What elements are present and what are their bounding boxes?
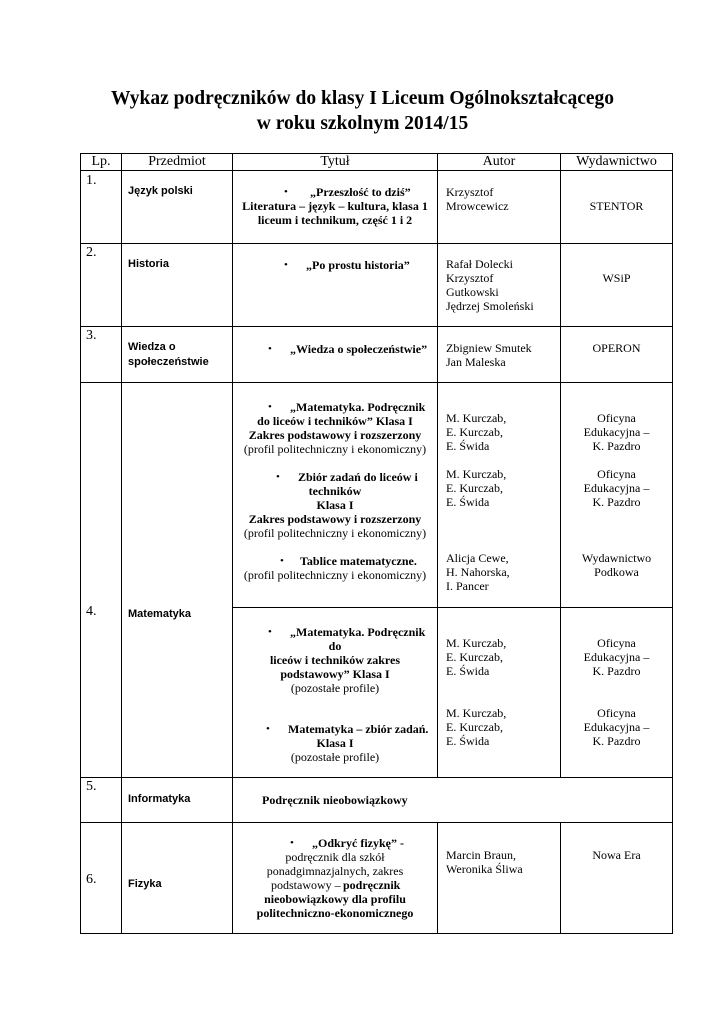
book-title-line: Tablice matematyczne. bbox=[300, 554, 417, 568]
book-title-line: podstawowy – bbox=[271, 878, 341, 892]
subject-name: Język polski bbox=[128, 185, 193, 197]
book-title-line: podręcznik bbox=[343, 878, 401, 892]
publisher-line: Wydawnictwo bbox=[581, 551, 652, 565]
author-line: M. Kurczab, bbox=[446, 411, 507, 425]
author-line: E. Kurczab, bbox=[446, 425, 503, 439]
author-line: Alicja Cewe, bbox=[446, 551, 509, 565]
publisher-line: Oficyna bbox=[597, 411, 636, 425]
publisher-line: K. Pazdro bbox=[592, 734, 641, 748]
row-divider bbox=[80, 382, 673, 383]
header-divider bbox=[80, 170, 673, 171]
publisher-line: OPERON bbox=[592, 341, 641, 355]
table-border-bottom bbox=[80, 933, 673, 934]
book-title-line: liceów i techników zakres bbox=[269, 653, 401, 667]
row-divider bbox=[80, 777, 673, 778]
publisher-line: Edukacyjna – bbox=[583, 720, 650, 734]
header-lp: Lp. bbox=[91, 154, 111, 169]
publisher-line: Oficyna bbox=[597, 467, 636, 481]
book-title-line: techników bbox=[308, 484, 362, 498]
header-tytul: Tytuł bbox=[320, 154, 350, 169]
book-title-line: „Matematyka. Podręcznik bbox=[290, 625, 426, 639]
column-divider bbox=[437, 153, 438, 778]
book-title-line: Podręcznik nieobowiązkowy bbox=[262, 793, 408, 807]
author-line: M. Kurczab, bbox=[446, 467, 507, 481]
book-title-line: (pozostałe profile) bbox=[290, 750, 380, 764]
author-line: E. Kurczab, bbox=[446, 481, 503, 495]
author-line: E. Kurczab, bbox=[446, 720, 503, 734]
author-line: E. Świda bbox=[446, 495, 490, 509]
book-title-line: Zakres podstawowy i rozszerzony bbox=[248, 512, 422, 526]
book-title-line: (profil politechniczny i ekonomiczny) bbox=[243, 526, 427, 540]
bullet-icon: • bbox=[268, 401, 272, 413]
column-divider bbox=[232, 153, 233, 934]
publisher-line: Edukacyjna – bbox=[583, 650, 650, 664]
header-autor: Autor bbox=[482, 154, 516, 169]
subject-name: Wiedza o bbox=[128, 341, 176, 353]
subject-name: społeczeństwie bbox=[128, 356, 209, 368]
author-line: M. Kurczab, bbox=[446, 636, 507, 650]
book-title-line: Zbiór zadań do liceów i bbox=[298, 470, 418, 484]
title-line-1: Wykaz podręczników do klasy I Liceum Ogólnokształcącego bbox=[110, 88, 615, 109]
book-title-line: (pozostałe profile) bbox=[290, 681, 380, 695]
row-divider bbox=[80, 243, 673, 244]
book-title-line: podstawowy” Klasa I bbox=[280, 667, 390, 681]
author-line: Mrowcewicz bbox=[446, 199, 509, 213]
subject-name: Matematyka bbox=[128, 608, 191, 620]
bullet-icon: • bbox=[290, 837, 294, 849]
book-title-line: „Odkryć fizykę” - bbox=[312, 836, 404, 850]
bullet-icon: • bbox=[268, 343, 272, 355]
book-title-line: (profil politechniczny i ekonomiczny) bbox=[243, 568, 427, 582]
author-line: E. Świda bbox=[446, 439, 490, 453]
column-divider bbox=[560, 822, 561, 934]
book-title-line: „Przeszłość to dziś” bbox=[310, 185, 411, 199]
bullet-icon: • bbox=[266, 723, 270, 735]
book-title-line: podręcznik dla szkół bbox=[285, 850, 385, 864]
row-number: 5. bbox=[86, 779, 97, 794]
row-number: 6. bbox=[86, 872, 97, 887]
publisher-line: K. Pazdro bbox=[592, 439, 641, 453]
book-title-line: Klasa I bbox=[316, 498, 354, 512]
publisher-line: STENTOR bbox=[589, 199, 644, 213]
book-title-line: do liceów i techników” Klasa I bbox=[257, 414, 413, 428]
publisher-line: Podkowa bbox=[594, 565, 639, 579]
book-title-line: liceum i technikum, część 1 i 2 bbox=[257, 213, 413, 227]
bullet-icon: • bbox=[276, 471, 280, 483]
author-line: Rafał Dolecki bbox=[446, 257, 513, 271]
book-title-line: ponadgimnazjalnych, zakres bbox=[266, 864, 404, 878]
row-number: 1. bbox=[86, 173, 97, 188]
book-title-line: do bbox=[328, 639, 342, 653]
row-number: 2. bbox=[86, 245, 97, 260]
author-line: E. Świda bbox=[446, 734, 490, 748]
book-title-line: „Po prostu historia” bbox=[306, 258, 410, 272]
book-title-line: „Matematyka. Podręcznik bbox=[290, 400, 426, 414]
author-line: Gutkowski bbox=[446, 285, 499, 299]
publisher-line: WSiP bbox=[602, 271, 631, 285]
bullet-icon: • bbox=[268, 626, 272, 638]
book-title-line: „Wiedza o społeczeństwie” bbox=[290, 342, 428, 356]
row-number: 3. bbox=[86, 328, 97, 343]
author-line: M. Kurczab, bbox=[446, 706, 507, 720]
title-line-2: w roku szkolnym 2014/15 bbox=[256, 113, 469, 134]
row-divider bbox=[80, 326, 673, 327]
author-line: Jan Maleska bbox=[446, 355, 506, 369]
subrow-divider bbox=[232, 607, 673, 608]
bullet-icon: • bbox=[280, 555, 284, 567]
publisher-line: K. Pazdro bbox=[592, 664, 641, 678]
book-title-line: politechniczno-ekonomicznego bbox=[256, 906, 414, 920]
author-line: I. Pancer bbox=[446, 579, 489, 593]
author-line: H. Nahorska, bbox=[446, 565, 510, 579]
author-line: Zbigniew Smutek bbox=[446, 341, 532, 355]
table-border-right bbox=[672, 153, 673, 934]
column-divider bbox=[437, 822, 438, 934]
publisher-line: Edukacyjna – bbox=[583, 425, 650, 439]
book-title-line: (profil politechniczny i ekonomiczny) bbox=[243, 442, 427, 456]
book-title-line: nieobowiązkowy dla profilu bbox=[264, 892, 406, 906]
publisher-line: Oficyna bbox=[597, 636, 636, 650]
subject-name: Fizyka bbox=[128, 878, 162, 890]
publisher-line: K. Pazdro bbox=[592, 495, 641, 509]
table-border-left bbox=[80, 153, 81, 934]
publisher-line: Nowa Era bbox=[592, 848, 641, 862]
column-divider bbox=[121, 153, 122, 934]
author-line: E. Kurczab, bbox=[446, 650, 503, 664]
author-line: Marcin Braun, bbox=[446, 848, 516, 862]
publisher-line: Oficyna bbox=[597, 706, 636, 720]
book-title-line: Zakres podstawowy i rozszerzony bbox=[248, 428, 422, 442]
bullet-icon: • bbox=[284, 259, 288, 271]
author-line: Krzysztof bbox=[446, 185, 494, 199]
subject-name: Historia bbox=[128, 258, 169, 270]
book-title-line: Matematyka – zbiór zadań. bbox=[288, 722, 429, 736]
author-line: Jędrzej Smoleński bbox=[446, 299, 534, 313]
author-line: Krzysztof bbox=[446, 271, 494, 285]
header-przedmiot: Przedmiot bbox=[148, 154, 206, 169]
subject-name: Informatyka bbox=[128, 793, 191, 805]
author-line: E. Świda bbox=[446, 664, 490, 678]
author-line: Weronika Śliwa bbox=[446, 862, 523, 876]
row-divider bbox=[80, 822, 673, 823]
header-wydawnictwo: Wydawnictwo bbox=[576, 154, 657, 169]
book-title-line: Klasa I bbox=[316, 736, 354, 750]
book-title-line: Literatura – język – kultura, klasa 1 bbox=[242, 199, 428, 213]
row-number: 4. bbox=[86, 604, 97, 619]
bullet-icon: • bbox=[284, 186, 288, 198]
column-divider bbox=[560, 153, 561, 778]
publisher-line: Edukacyjna – bbox=[583, 481, 650, 495]
